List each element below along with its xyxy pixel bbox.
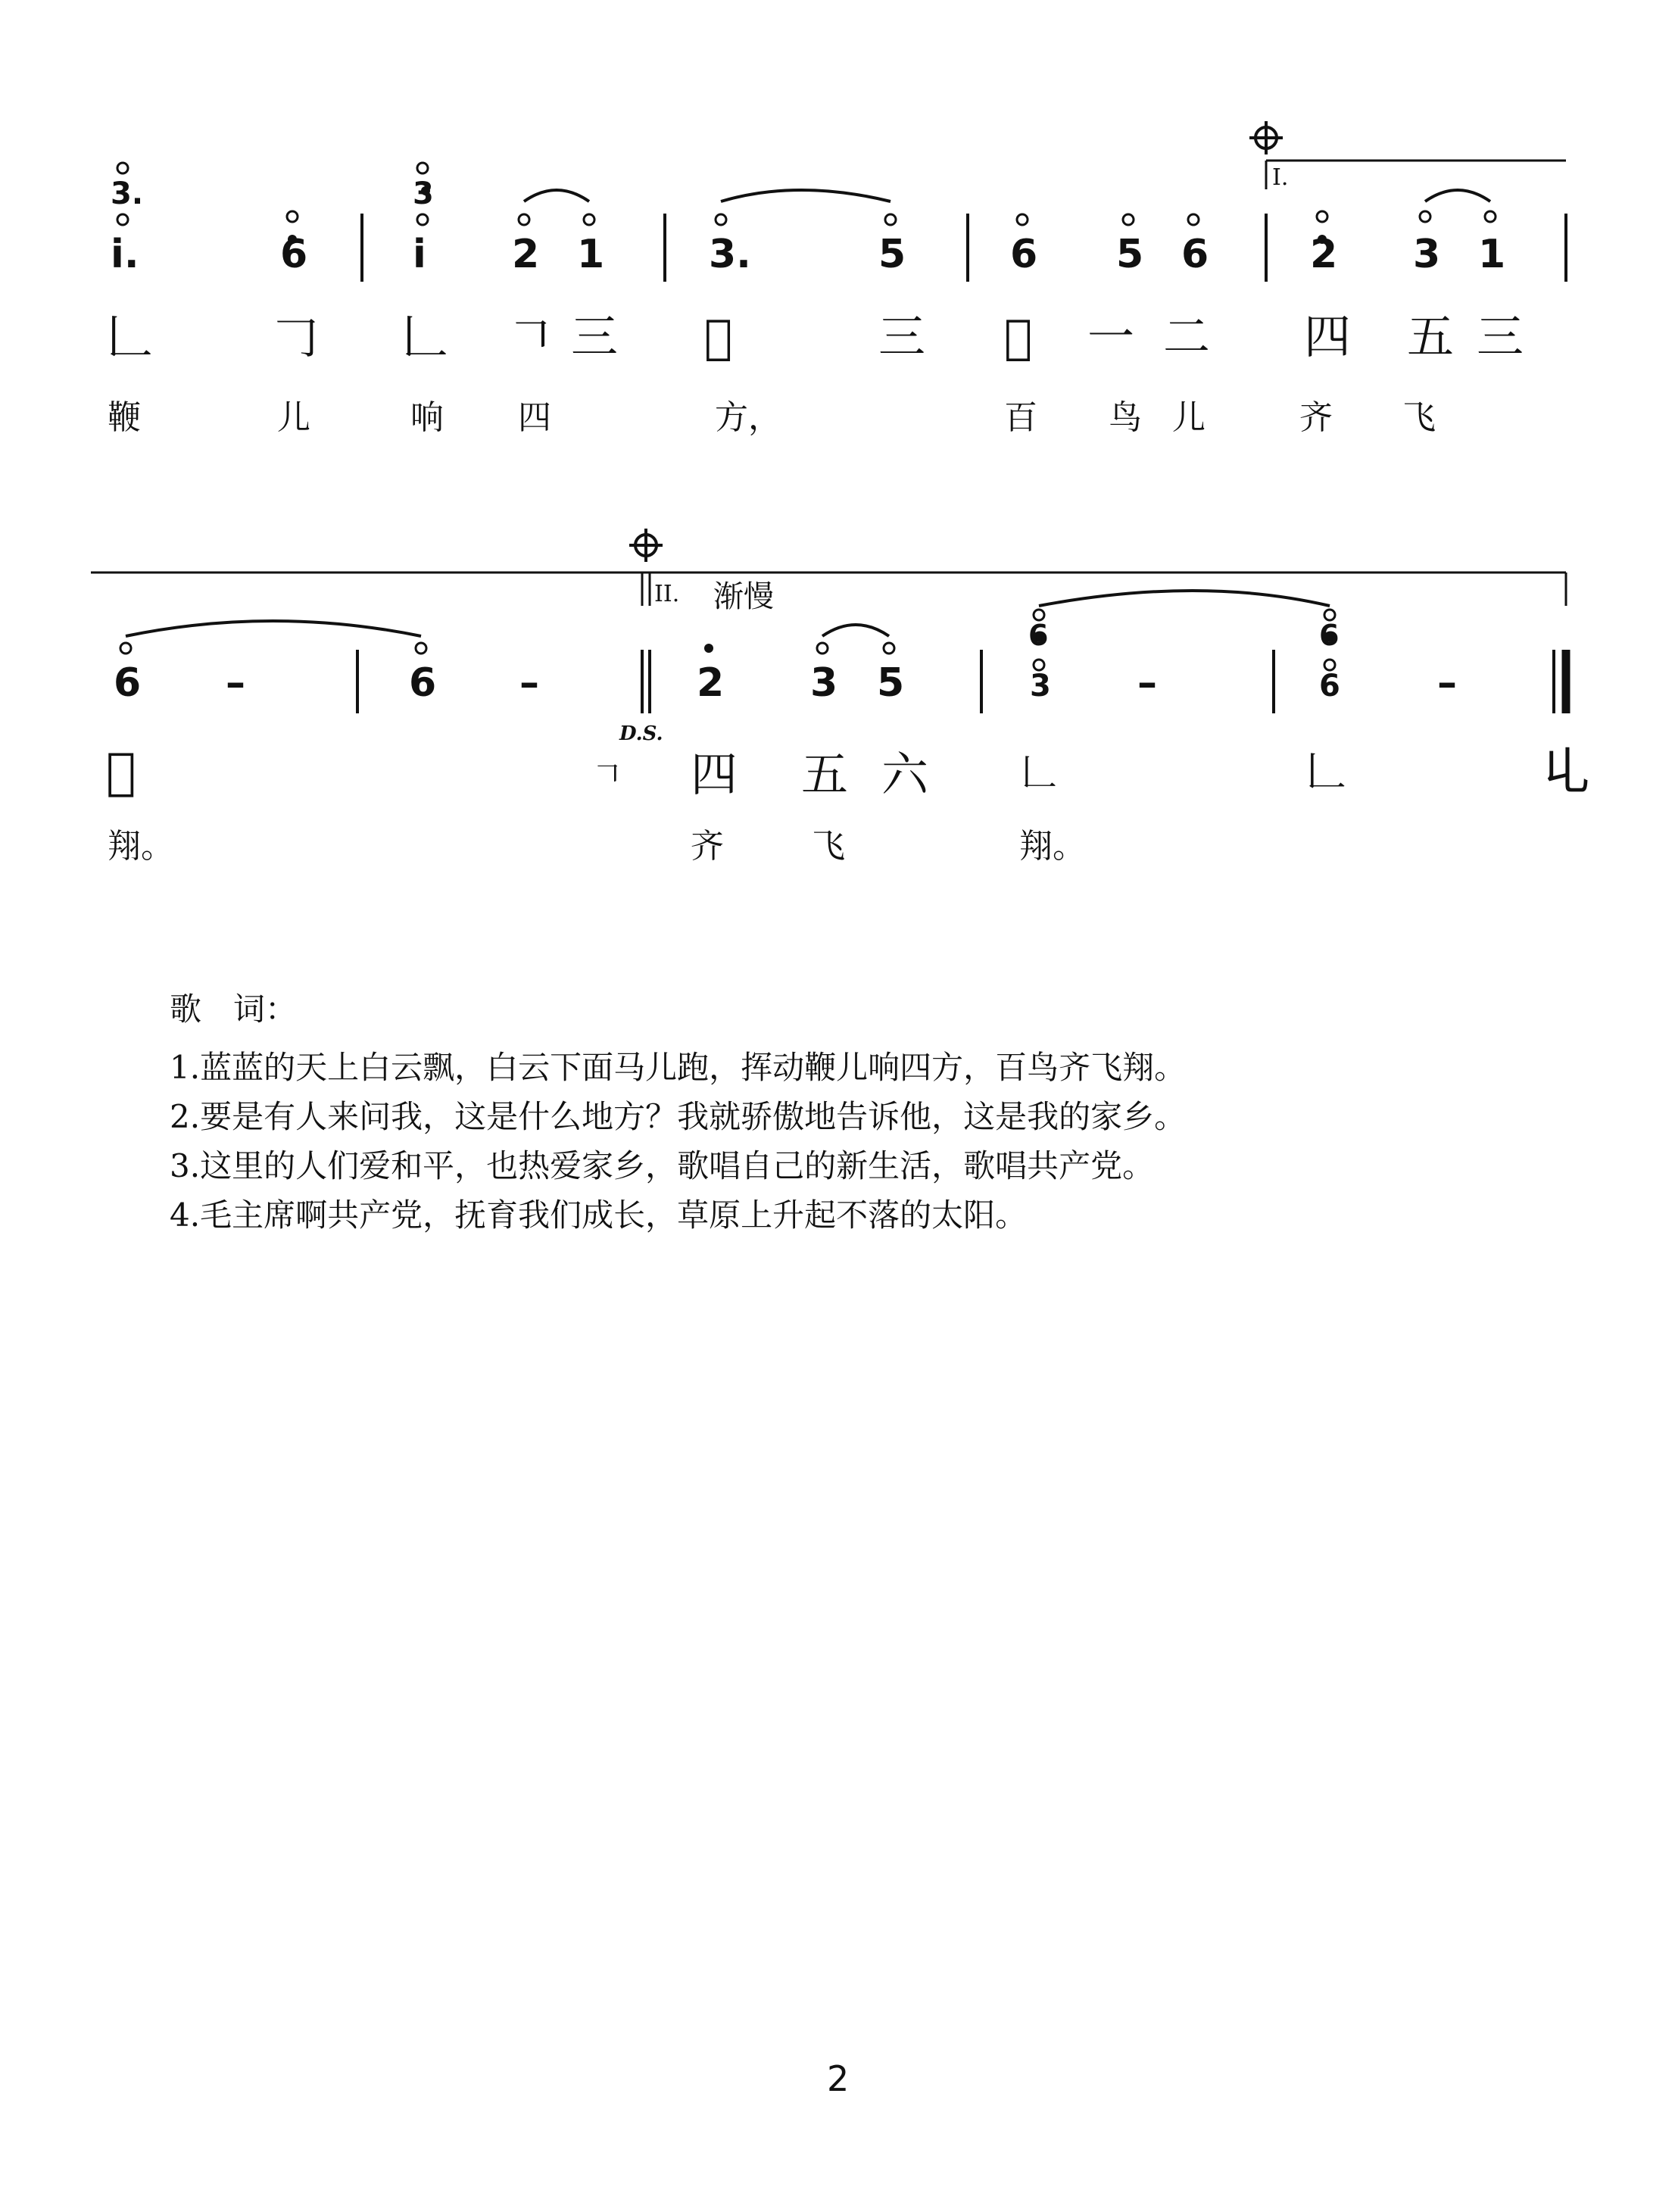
coda-icon (629, 529, 663, 562)
note: i (413, 232, 426, 277)
verse-4: 4.毛主席啊共产党，抚育我们成长，草原上升起不落的太阳。 (170, 1196, 1028, 1234)
note: 2 (512, 232, 540, 277)
script-lyric-char: 六 (881, 747, 929, 802)
lyrics-section (170, 984, 1608, 1240)
lyric-char: 鸟 (1109, 398, 1142, 437)
slur (1425, 190, 1490, 201)
slur (524, 190, 589, 201)
note: i. (111, 232, 139, 277)
script-lyric-char: 𠃎 (704, 309, 733, 364)
note: 3 (1030, 669, 1051, 704)
slur (822, 625, 889, 636)
note: 6 (280, 232, 308, 277)
lyric-char: 飞 (812, 827, 845, 866)
script-lyric-char: 𠃊 (1021, 751, 1058, 794)
lyric-char: 百 (1004, 398, 1037, 437)
octave-dot (117, 214, 128, 225)
lyric-char: 翔。 (108, 827, 174, 866)
slur (1039, 591, 1330, 606)
note: 5 (878, 232, 906, 277)
script-lyric-char: 𠃊 (401, 309, 449, 364)
octave-dot (117, 163, 128, 173)
octave-dot (885, 214, 896, 225)
octave-dot (716, 214, 726, 225)
note: 6 (114, 660, 142, 706)
note: 6 (1319, 669, 1340, 704)
note: 5 (1116, 232, 1144, 277)
octave-dot (287, 211, 298, 222)
octave-dot (1188, 214, 1199, 225)
script-lyric-char: 𠃊 (1305, 747, 1346, 795)
lyric-char: 响 (410, 398, 444, 437)
verse-3: 3.这里的人们爱和平，也热爱家乡，歌唱自己的新生活，歌唱共产党。 (170, 1147, 1155, 1185)
note: 6 (1319, 619, 1340, 652)
script-lyric-char: 四 (691, 747, 738, 802)
note: 5 (877, 660, 905, 706)
volta-label: II. (654, 581, 680, 607)
dal-segno-marking: D.S. (619, 722, 663, 745)
note: 3 (413, 176, 434, 211)
script-lyric-char: 五 (1407, 309, 1455, 364)
script-lyric-char: 𠃎 (1004, 309, 1033, 364)
octave-dot (884, 643, 894, 654)
note: – (1137, 660, 1157, 706)
coda-icon (1249, 121, 1283, 154)
octave-dot (519, 214, 529, 225)
slur (126, 621, 421, 636)
note: – (519, 660, 539, 706)
octave-dot (1420, 211, 1430, 222)
lyric-char: 儿 (277, 398, 310, 437)
script-lyric-char: 五 (801, 747, 849, 802)
script-lyric-char: 三 (1477, 309, 1524, 364)
script-lyric-char: 二 (1163, 309, 1211, 364)
note: 3. (709, 232, 751, 277)
note: – (226, 660, 245, 706)
lyrics-heading: 歌 词： (170, 991, 298, 1028)
note: 2 (697, 660, 725, 706)
tempo-marking: 渐慢 (713, 579, 774, 614)
script-lyric-char: 𠃏 (1542, 742, 1592, 800)
script-lyric-char: 𠃍 (592, 758, 622, 793)
octave-dot (417, 163, 428, 173)
script-lyric-char: 𠃊 (106, 309, 154, 364)
note: 1 (1478, 232, 1506, 277)
lyric-char: 翔。 (1019, 827, 1086, 866)
script-lyric-char: 𠃍 (507, 309, 555, 364)
octave-dot (584, 214, 594, 225)
octave-dot (1017, 214, 1028, 225)
octave-dot (817, 643, 828, 654)
octave-dot (416, 643, 426, 654)
script-lyric-char: 𠃌 (271, 309, 319, 364)
script-lyric-char: 𠃎 (106, 742, 136, 800)
verse-1: 1.蓝蓝的天上白云飘，白云下面马儿跑，挥动鞭儿响四方，百鸟齐飞翔。 (170, 1049, 1187, 1087)
slur (721, 190, 891, 201)
octave-dot (1123, 214, 1134, 225)
verse-2: 2.要是有人来问我，这是什么地方？我就骄傲地告诉他，这是我的家乡。 (170, 1098, 1187, 1136)
octave-dot (704, 644, 713, 653)
page-number: 2 (827, 2058, 850, 2099)
script-lyric-char: 四 (1304, 309, 1352, 364)
lyric-char: 飞 (1402, 398, 1436, 437)
lyric-char: 四 (518, 398, 551, 437)
note: – (1437, 660, 1457, 706)
octave-dot (120, 643, 131, 654)
octave-dot (417, 214, 428, 225)
lyric-char: 方， (715, 398, 781, 437)
script-lyric-char: 三 (571, 309, 619, 364)
lyric-char: 齐 (1299, 398, 1333, 437)
note: 3. (111, 176, 144, 211)
script-lyric-char: 一 (1087, 309, 1135, 364)
note: 6 (1181, 232, 1209, 277)
volta-label: I. (1272, 164, 1289, 191)
note: 2 (1310, 232, 1338, 277)
note: 1 (577, 232, 605, 277)
note: 3 (810, 660, 838, 706)
lyric-char: 齐 (691, 827, 724, 866)
octave-dot (1317, 211, 1327, 222)
note: 6 (1028, 619, 1049, 652)
script-lyric-char: 三 (878, 309, 926, 364)
note: 6 (409, 660, 437, 706)
note: 3 (1413, 232, 1441, 277)
octave-dot (1485, 211, 1496, 222)
lyric-char: 鞭 (108, 398, 141, 437)
note: 6 (1010, 232, 1038, 277)
lyric-char: 儿 (1172, 398, 1206, 437)
